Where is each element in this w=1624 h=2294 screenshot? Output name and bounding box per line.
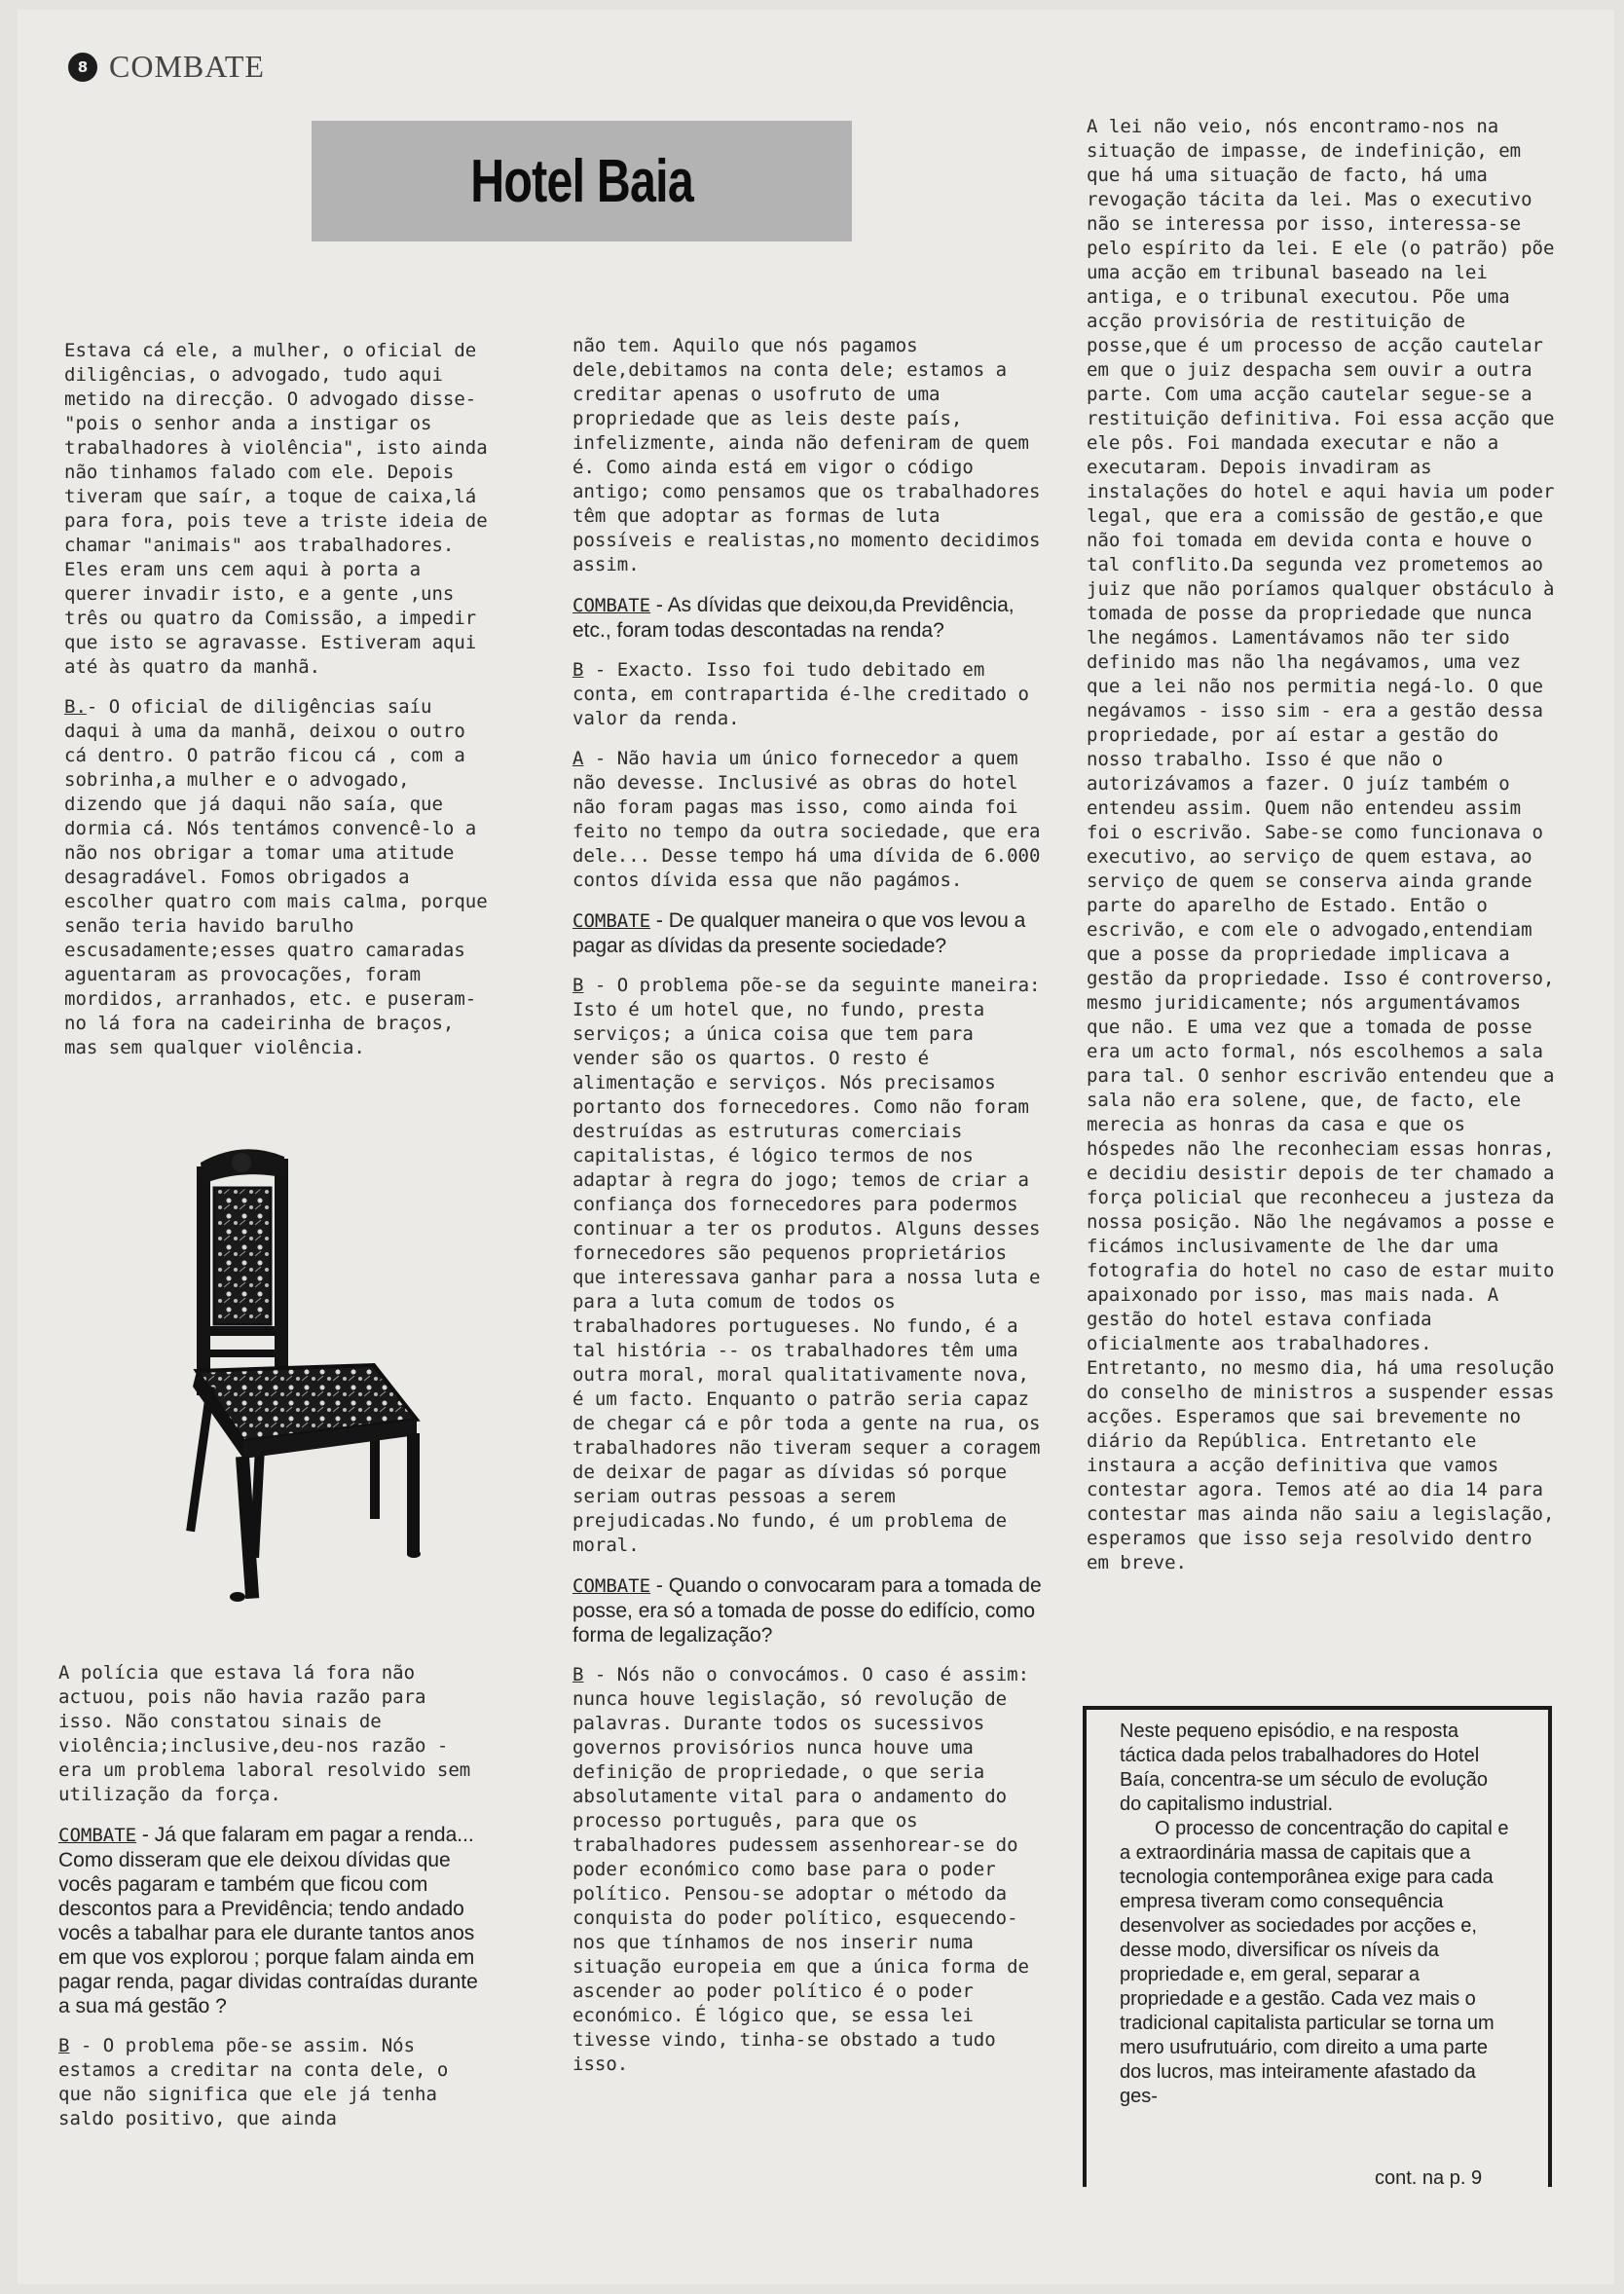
page-number-badge: 8 bbox=[68, 53, 97, 82]
question-text: - Quando o convocaram para a tomada de posse, era só a tomada de posse do edifício, como forma de legalização? bbox=[572, 1574, 1042, 1646]
interview-answer bbox=[572, 974, 1050, 1558]
interview-answer bbox=[58, 2034, 487, 2131]
speaker-label: B. bbox=[64, 696, 87, 718]
speaker-label: COMBATE bbox=[572, 1575, 651, 1597]
speaker-label: B bbox=[572, 659, 584, 681]
speaker-label: COMBATE bbox=[58, 1825, 137, 1846]
answer-text: - Nós não o convocámos. O caso é assim: nunca houve legislação, só revolução de palavras. Durante todos os sucessivos governos provisórios nunca houve uma definição de propriedade, o que seria absolutamente vital para o andamento do processo português, para que os trabalhadores pudessem assenhorear-se do poder económico como base para o poder político. Pensou-se adoptar o método da conquista do poder político, esquecendo-nos que tínhamos de nos inserir numa situação europeia em que a única forma de ascender ao poder político é o poder económico. É lógico que, se essa lei tivesse vindo, tinha-se obstado a tudo isso. bbox=[572, 1664, 1030, 2075]
interview-answer bbox=[572, 747, 1050, 893]
column-1-bottom bbox=[58, 1661, 487, 2147]
speaker-label: COMBATE bbox=[572, 595, 651, 616]
question-text: - As dívidas que deixou,da Previdência, etc., foram todas descontadas na renda? bbox=[572, 594, 1015, 642]
paragraph: A polícia que estava lá fora não actuou, pois não havia razão para isso. Não constatou sinais de violência;inclusive,deu-nos razão - era um problema laboral resolvido sem utilização da força. bbox=[58, 1662, 471, 1805]
commentary-box bbox=[1083, 1706, 1552, 2187]
paragraph: Estava cá ele, a mulher, o oficial de diligências, o advogado, tudo aqui metido na direcção. O advogado disse-"pois o senhor anda a instigar os trabalhadores à violência", isto ainda não tinhamos falado com ele. Depois tiveram que saír, a toque de caixa,lá para fora, pois teve a triste ideia de chamar "animais" aos trabalhadores. Eles eram uns cem aqui à porta a querer invadir isto, e a gente ,uns três ou quatro da Comissão, a impedir que isto se agravasse. Estiveram aqui até às quatro da manhã. bbox=[64, 340, 488, 678]
speaker-label: B bbox=[572, 1664, 584, 1685]
answer-text: - O problema põe-se assim. Nós estamos a creditar na conta dele, o que não significa que ele já tenha saldo positivo, que ainda bbox=[58, 2035, 449, 2129]
commentary-text bbox=[1120, 1720, 1509, 2109]
masthead: COMBATE bbox=[109, 49, 265, 84]
continued-note: cont. na p. 9 bbox=[1375, 2167, 1483, 2189]
paragraph: não tem. Aquilo que nós pagamos dele,debitamos na conta dele; estamos a creditar apenas o usofruto de uma propriedade que as leis deste país, infelizmente, ainda não defeniram de quem é. Como ainda está em vigor o código antigo; como pensamos que os trabalhadores têm que adoptar as formas de luta possíveis e realistas,no momento decidimos assim. bbox=[572, 335, 1041, 575]
speaker-label: B bbox=[58, 2035, 70, 2056]
commentary-paragraph: Neste pequeno episódio, e na resposta táctica dada pelos trabalhadores do Hotel Baía, concentra-se um século de evolução do capitalismo industrial. bbox=[1120, 1720, 1488, 1815]
interview-question bbox=[572, 593, 1050, 643]
paragraph: A lei não veio, nós encontramo-nos na situação de impasse, de indefinição, em que há uma situação de facto, há uma revogação tácita da lei. Mas o executivo não se interessa por isso, interessa-se pelo espírito da lei. E ele (o patrão) põe uma acção em tribunal baseado na lei antiga, e o tribunal executou. Põe uma acção provisória de restituição de posse,que é um processo de acção cautelar em que o juiz despacha sem ouvir a outra parte. Com uma acção cautelar segue-se a restituição definitiva. Foi essa acção que ele pôs. Foi mandada executar e não a executaram. Depois invadiram as instalações do hotel e aqui havia um poder legal, que era a comissão de gestão,e que não foi tomada em devida conta e houve o tal conflito.Da segunda vez prometemos ao juiz que não poríamos qualquer obstáculo à tomada de posse da propriedade que nunca lhe negámos. Lamentávamos não ter sido definido mas não lha negávamos, uma vez que a lei não nos permitia negá-lo. O que negávamos - isso sim - era a gestão dessa propriedade, por aí estar a gestão do nosso trabalho. Isso é que não o autorizávamos a fazer. O juíz também o entendeu assim. Quem não entendeu assim foi o escrivão. Sabe-se como funcionava o executivo, ao serviço de quem estava, ao serviço de quem se conserva ainda grande parte do aparelho de Estado. Então o escrivão, e com ele o advogado,entendiam que a posse da propriedade implicava a gestão da propriedade. Isso é controverso, mesmo juridicamente; nós argumentávamos que não. E uma vez que a tomada de posse era um acto formal, nós escolhemos a sala para tal. O senhor escrivão entendeu que a sala não era solene, que, de facto, ele merecia as honras da casa e que os hóspedes não lhe reconheciam essas honras, e decidiu desistir depois de ter chamado a força policial que reconheceu a justeza da nossa posição. Não lhe negávamos a posse e ficámos inclusivamente de lhe dar uma fotografia do hotel no caso de estar muito apaixonado por isso, mas mais nada. A gestão do hotel estava confiada oficialmente aos trabalhadores. Entretanto, no mesmo dia, há uma resolução do conselho de ministros a suspender essas acções. Esperamos que sai brevemente no diário da República. Entretanto ele instaura a acção definitiva que vamos contestar agora. Temos até ao dia 14 para contestar mas ainda não saiu a legislação, esperamos que isso seja resolvido dentro em breve. bbox=[1087, 116, 1555, 1573]
interview-answer bbox=[572, 658, 1050, 731]
interview-question bbox=[572, 908, 1050, 958]
commentary-paragraph: O processo de concentração do capital e a extraordinária massa de capitais que a tecnologia contemporânea exige para cada empresa tiveram como consequência desenvolver as sociedades por acções e, desse modo, diversificar os níveis da propriedade e, em geral, separar a propriedade e a gestão. Cada vez mais o tradicional capitalista particular se torna um mero usufrutuário, com direito a uma parte dos lucros, mas inteiramente afastado da ges- bbox=[1120, 1818, 1509, 2107]
paragraph-text: - O oficial de diligências saíu daqui à uma da manhã, deixou o outro cá dentro. O patrão ficou cá , com a sobrinha,a mulher e o advogado, dizendo que já daqui não saía, que dormia cá. Nós tentámos convencê-lo a não nos obrigar a tomar uma atitude desagradável. Fomos obrigados a escolher quatro com mais calma, porque senão teria havido barulho escusadamente;esses quatro camaradas aguentaram as provocações, foram mordidos, arranhados, etc. e puseram-no lá fora na cadeirinha de braços, mas sem qualquer violência. bbox=[64, 696, 488, 1058]
answer-text: - Não havia um único fornecedor a quem não devesse. Inclusivé as obras do hotel não foram pagas mas isso, como ainda foi feito no tempo da outra sociedade, que era dele... Desse tempo há uma dívida de 6.000 contos dívida essa que não pagámos. bbox=[572, 748, 1041, 891]
speaker-label: A bbox=[572, 748, 584, 769]
interview-question bbox=[58, 1823, 487, 2018]
interview-answer bbox=[572, 1663, 1050, 2077]
question-text: - De qualquer maneira o que vos levou a pagar as dívidas da presente sociedade? bbox=[572, 909, 1026, 957]
speaker-label: COMBATE bbox=[572, 910, 651, 932]
interview-question bbox=[572, 1573, 1050, 1647]
question-text: - Já que falaram em pagar a renda... Como disseram que ele deixou dívidas que vocês pagaram e também que ficou com descontos para a Previdência; tendo andado vocês a tabalhar para ele durante tantos anos em que vos explorou ; porque falam ainda em pagar renda, pagar dividas contraídas durante a sua má gestão ? bbox=[58, 1824, 478, 2017]
paragraph bbox=[64, 695, 495, 1060]
title-banner bbox=[312, 121, 852, 241]
answer-text: - O problema põe-se da seguinte maneira: Isto é um hotel que, no fundo, presta serviços; a única coisa que tem para vender são os quartos. O resto é alimentação e serviços. Nós precisamos portanto dos fornecedores. Como não foram destruídas as estruturas comerciais capitalistas, é lógico termos de nos adaptar à regra do jogo; temos de criar a confiança dos fornecedores para podermos continuar a ter os produtos. Alguns desses fornecedores são pequenos proprietários que interessava ganhar para a nossa luta e para a luta comum de todos os trabalhadores portugueses. No fundo, é a tal história -- os trabalhadores têm uma outra moral, moral qualitativamente nova, é um facto. Enquanto o patrão seria capaz de chegar cá e pôr toda a gente na rua, os trabalhadores não tiveram sequer a coragem de deixar de pagar as dívidas só porque seriam outras pessoas a serem prejudicadas.No fundo, é um problema de moral. bbox=[572, 975, 1041, 1556]
column-1-top bbox=[64, 339, 495, 1076]
column-2 bbox=[572, 334, 1050, 2092]
article-title: Hotel Baia bbox=[470, 147, 693, 215]
column-3 bbox=[1087, 115, 1564, 1591]
speaker-label: B bbox=[572, 975, 584, 996]
page-header bbox=[68, 49, 265, 85]
answer-text: - Exacto. Isso foi tudo debitado em conta, em contrapartida é-lhe creditado o valor da renda. bbox=[572, 659, 1029, 729]
chair-illustration bbox=[177, 1149, 430, 1607]
